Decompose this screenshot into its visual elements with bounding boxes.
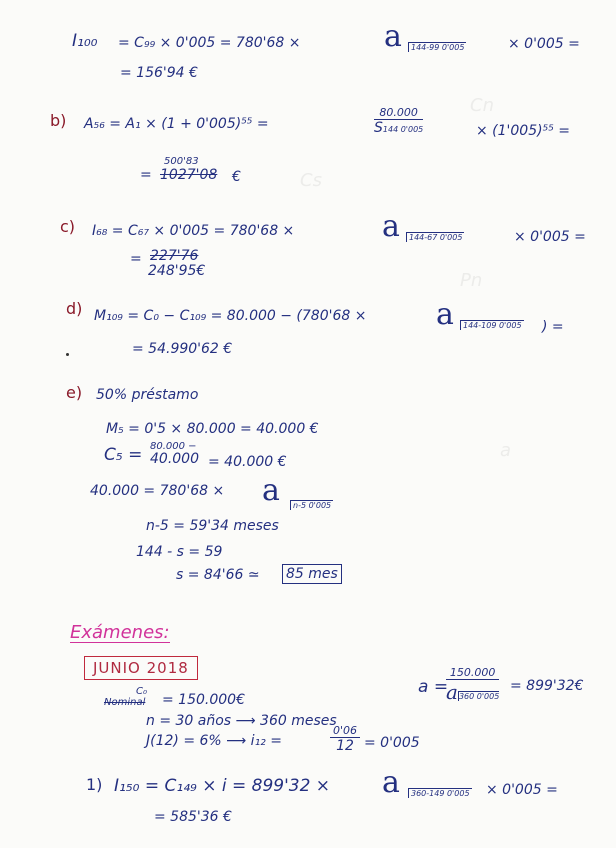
annuity-subscript: n-5 0'005: [290, 500, 333, 510]
part-b-result-struck: 1027'08: [160, 167, 218, 183]
annuity-symbol: a: [436, 297, 454, 332]
part-e-eq144: 144 - s = 59: [136, 544, 223, 560]
interest-100-result: = 156'94 €: [120, 65, 198, 81]
exam-j-line: J(12) = 6% ⟶ i₁₂ =: [146, 733, 282, 749]
exams-heading: Exámenes:: [70, 622, 170, 643]
exam-i-fraction: [330, 724, 360, 754]
part-c-tail: × 0'005 =: [514, 229, 586, 245]
part-d-tail: ) =: [542, 319, 564, 335]
part-e-equation: 40.000 = 780'68 ×: [90, 483, 225, 499]
part-d-label: d): [66, 299, 83, 318]
exam-c0-struck: Nominal: [104, 697, 146, 708]
ghost-mark: Cn: [470, 95, 494, 116]
part-b-result-prefix: =: [140, 167, 152, 183]
annuity-symbol: a: [382, 209, 400, 244]
part-b-label: b): [50, 111, 67, 130]
part-d-result: = 54.990'62 €: [132, 341, 233, 357]
annuity-subscript: 144-109 0'005: [460, 320, 524, 330]
part-d-eq: M₁₀₉ = C₀ − C₁₀₉ = 80.000 − (780'68 ×: [94, 308, 367, 324]
exam-i-result: = 0'005: [364, 735, 420, 751]
part-1-tail: × 0'005 =: [486, 782, 558, 798]
part-e-title: 50% préstamo: [96, 387, 199, 403]
exam-n-line: n = 30 años ⟶ 360 meses: [146, 713, 337, 729]
part-b-result-unit: €: [232, 169, 241, 185]
part-c-result-struck: 227'76: [150, 248, 199, 264]
part-e-s-boxed: 85 mes: [282, 564, 342, 584]
part-c-label: c): [60, 217, 76, 236]
part-e-c5-lhs: C₅ =: [104, 445, 143, 465]
ghost-mark: Cs: [300, 170, 322, 191]
part-e-label: e): [66, 383, 83, 402]
part-c-result: 248'95€: [148, 263, 206, 279]
part-b-result-top: 500'83: [164, 156, 199, 167]
annuity-subscript: 360-149 0'005: [408, 788, 472, 798]
annuity-symbol: a: [382, 765, 400, 800]
part-e-c5-result: = 40.000 €: [208, 454, 287, 470]
interest-100-lhs: I₁₀₀: [72, 31, 98, 51]
annuity-subscript: 144-67 0'005: [406, 232, 464, 242]
exam-a-lhs: a =: [418, 677, 449, 697]
part-e-c5-bottom: 40.000: [150, 451, 199, 467]
interest-100-tail: × 0'005 =: [508, 36, 580, 52]
interest-100-eq: = C₉₉ × 0'005 = 780'68 ×: [118, 35, 301, 51]
annuity-symbol: a: [384, 19, 402, 54]
fraction-denominator: S144 0'005: [374, 120, 424, 136]
ink-dot: [66, 353, 69, 356]
exam-a-fraction: [446, 666, 499, 704]
part-1-result: = 585'36 €: [154, 809, 232, 825]
annuity-symbol: a: [262, 473, 280, 508]
annuity-subscript: 144-99 0'005: [408, 42, 466, 52]
part-b-fraction: [374, 106, 423, 136]
part-c-eq: I₆₈ = C₆₇ × 0'005 = 780'68 ×: [92, 223, 295, 239]
exam-c0-over: C₀: [136, 686, 147, 697]
ghost-mark: Pn: [460, 270, 483, 291]
part-b-eq: A₅₆ = A₁ × (1 + 0'005)⁵⁵ =: [84, 116, 269, 132]
part-e-s: s = 84'66 ≃: [176, 567, 260, 583]
part-c-result-prefix: =: [130, 251, 142, 267]
exam-a-result: = 899'32€: [510, 678, 584, 694]
ghost-mark: a: [500, 440, 512, 461]
fraction-numerator: 80.000: [374, 106, 423, 120]
part-1-label: 1): [86, 775, 103, 794]
fraction-numerator: 150.000: [446, 666, 499, 680]
exam-c0-value: = 150.000€: [162, 692, 245, 708]
fraction-denominator: a360 0'005: [446, 680, 500, 704]
part-1-eq: I₁₅₀ = C₁₄₉ × i = 899'32 ×: [114, 776, 331, 796]
fraction-denominator: 12: [336, 738, 354, 754]
part-b-tail: × (1'005)⁵⁵ =: [476, 123, 570, 139]
fraction-numerator: 0'06: [330, 724, 360, 738]
part-e-c5-top: 80.000 −: [150, 441, 197, 452]
part-e-n5: n-5 = 59'34 meses: [146, 518, 279, 534]
part-e-m5: M₅ = 0'5 × 80.000 = 40.000 €: [106, 421, 319, 437]
exam-date-box: JUNIO 2018: [84, 656, 198, 680]
